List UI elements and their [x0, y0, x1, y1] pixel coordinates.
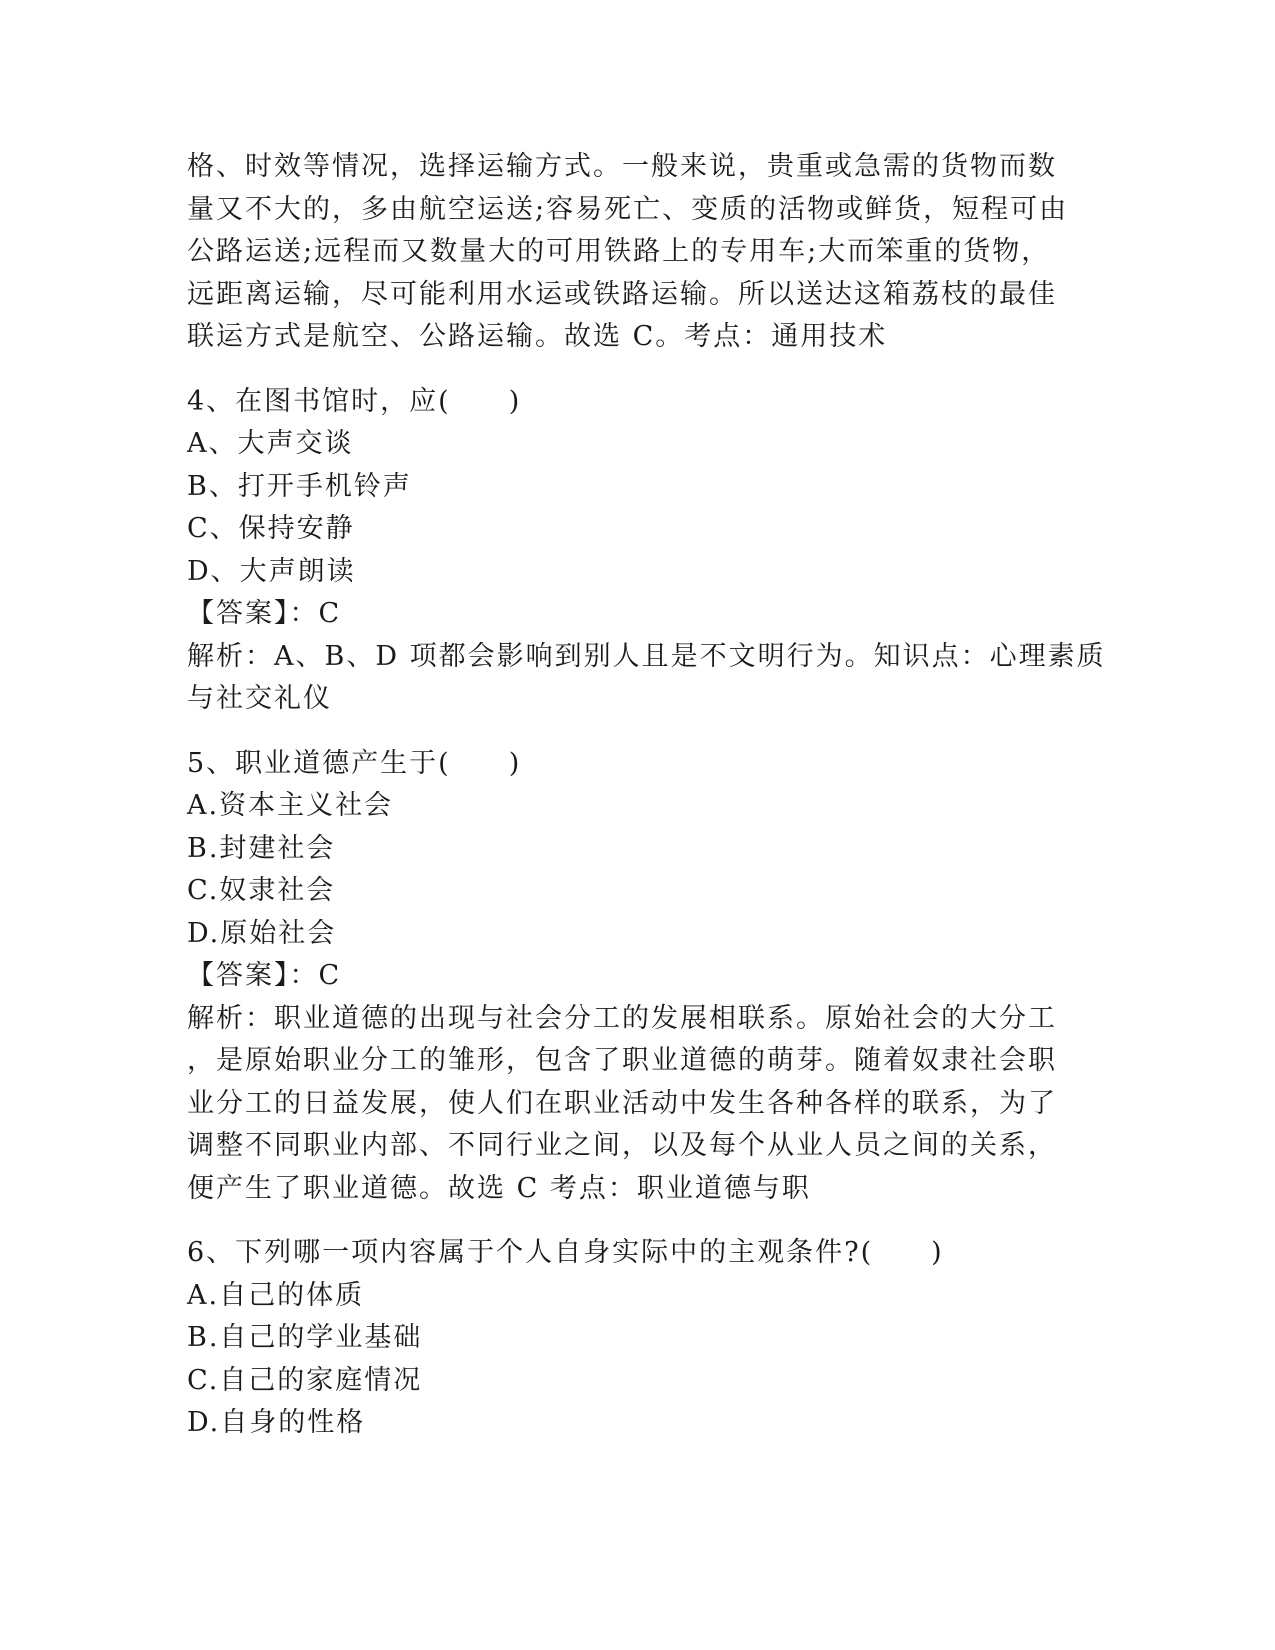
option-d: D.自身的性格: [187, 1407, 366, 1438]
option-c: C、保持安静: [187, 513, 355, 544]
option-d: D、大声朗读: [187, 555, 356, 587]
answer: 【答案】：C: [187, 598, 342, 629]
document-page: [187, 146, 1106, 1445]
explanation-line: 与社交礼仪: [187, 683, 332, 714]
option-a: A.资本主义社会: [187, 790, 394, 821]
explanation-line: 便产生了职业道德。故选 C 考点：职业道德与职: [187, 1172, 811, 1204]
question-6: [187, 1232, 1087, 1445]
text-line: 远距离运输，尽可能利用水运或铁路运输。所以送达这箱荔枝的最佳: [187, 278, 1057, 310]
explanation-line: 业分工的日益发展，使人们在职业活动中发生各种各样的联系，为了: [187, 1087, 1057, 1119]
text-line: 量又不大的，多由航空运送;容易死亡、变质的活物或鲜货，短程可由: [187, 193, 1069, 225]
question-text: 4、在图书馆时，应( ): [187, 385, 522, 417]
option-c: C.自己的家庭情况: [187, 1364, 423, 1396]
option-c: C.奴隶社会: [187, 875, 336, 906]
option-a: A.自己的体质: [187, 1279, 365, 1311]
explanation-line: 解析：A、B、D 项都会影响到别人且是不文明行为。知识点：心理素质: [187, 640, 1106, 672]
question-5: [187, 743, 1087, 1211]
previous-explanation: [187, 146, 1087, 359]
question-text: 6、下列哪一项内容属于个人自身实际中的主观条件?( ): [187, 1237, 944, 1268]
text-line: 公路运送;远程而又数量大的可用铁路上的专用车;大而笨重的货物，: [187, 236, 1051, 267]
option-d: D.原始社会: [187, 917, 337, 949]
option-a: A、大声交谈: [187, 428, 354, 459]
explanation-line: 调整不同职业内部、不同行业之间，以及每个从业人员之间的关系，: [187, 1130, 1057, 1161]
question-4: [187, 381, 1106, 721]
question-text: 5、职业道德产生于( ): [187, 747, 522, 779]
text-line: 格、时效等情况，选择运输方式。一般来说，贵重或急需的货物而数: [187, 151, 1057, 182]
option-b: B、打开手机铃声: [187, 470, 412, 502]
explanation-line: ，是原始职业分工的雏形，包含了职业道德的萌芽。随着奴隶社会职: [187, 1045, 1057, 1076]
text-line: 联运方式是航空、公路运输。故选 C。考点：通用技术: [187, 321, 888, 352]
explanation-line: 解析：职业道德的出现与社会分工的发展相联系。原始社会的大分工: [187, 1002, 1057, 1034]
option-b: B.自己的学业基础: [187, 1322, 423, 1353]
option-b: B.封建社会: [187, 832, 336, 864]
answer: 【答案】：C: [187, 960, 342, 991]
